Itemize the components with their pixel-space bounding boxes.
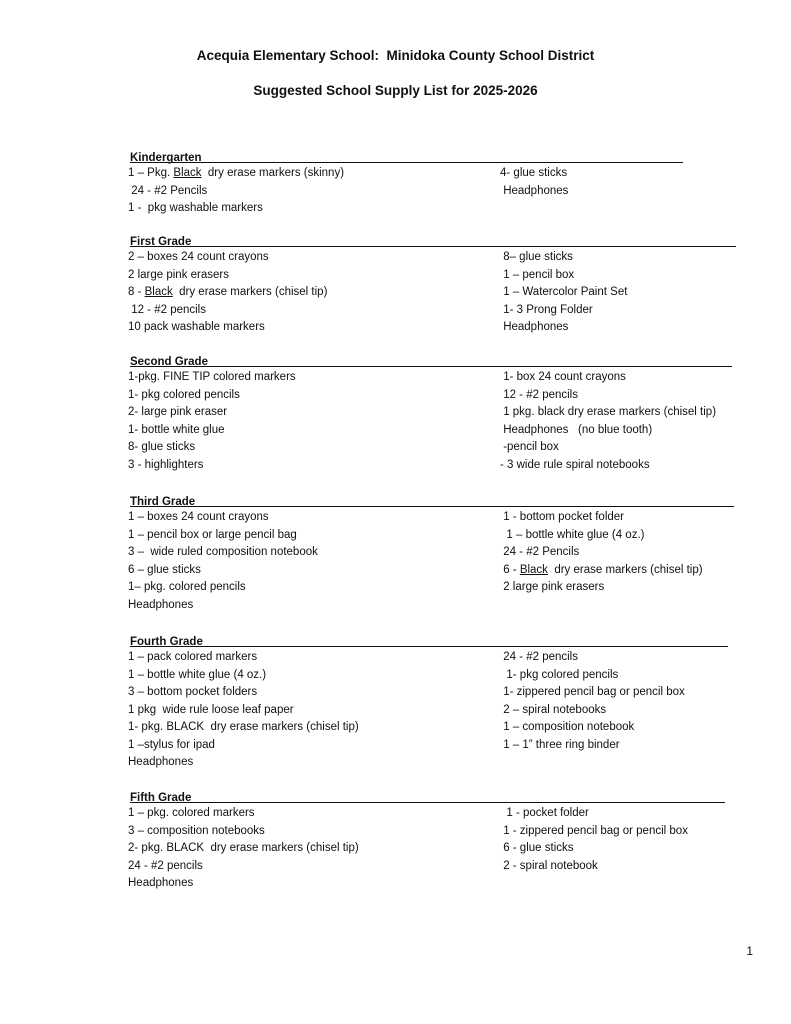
supply-item: 1 - pkg washable markers xyxy=(128,202,263,214)
supply-item: 12 - #2 pencils xyxy=(500,388,578,401)
supply-item: 1- pkg colored pencils xyxy=(128,388,240,401)
supply-item: 24 - #2 Pencils xyxy=(500,546,580,558)
supply-item: Headphones xyxy=(500,184,569,197)
supply-item: 3 – bottom pocket folders xyxy=(128,686,258,698)
supply-item: 1 – bottle white glue (4 oz.) xyxy=(128,668,267,681)
section-heading-label: Second Grade xyxy=(130,356,208,368)
supply-item: 3 - highlighters xyxy=(128,458,204,471)
supply-item: Headphones xyxy=(500,321,569,333)
page-number: 1 xyxy=(746,944,753,958)
supply-item: 2 – boxes 24 count crayons xyxy=(128,251,269,263)
supply-item: 2 – spiral notebooks xyxy=(500,703,607,716)
supply-item: 1- 3 Prong Folder xyxy=(500,303,593,316)
supply-item-suffix: dry erase markers (skinny) xyxy=(201,167,345,179)
supply-item: Headphones (no blue tooth) xyxy=(500,423,653,436)
supply-item: 1– pkg. colored pencils xyxy=(128,581,246,593)
supply-item: 4- glue sticks xyxy=(500,167,568,179)
supply-item xyxy=(128,285,327,299)
supply-item: 24 - #2 Pencils xyxy=(128,184,208,197)
supply-item: 1 –stylus for ipad xyxy=(128,738,215,751)
supply-item: -pencil box xyxy=(500,441,559,453)
section-heading xyxy=(130,352,732,367)
supply-item-suffix: dry erase markers (chisel tip) xyxy=(172,286,328,298)
supply-item: 1 – 1” three ring binder xyxy=(500,738,620,751)
supply-item-emphasis: Black xyxy=(144,286,173,298)
supply-item: - 3 wide rule spiral notebooks xyxy=(500,458,650,471)
section-heading xyxy=(130,492,734,507)
supply-item: 1 pkg. black dry erase markers (chisel tip) xyxy=(500,406,717,418)
section-heading xyxy=(130,632,728,647)
section-heading-label: Kindergarten xyxy=(130,152,202,164)
supply-item: 6 - glue sticks xyxy=(500,842,574,854)
supply-item: 1 - pocket folder xyxy=(500,807,589,819)
supply-item: 2 large pink erasers xyxy=(500,581,605,593)
supply-item: 1 pkg wide rule loose leaf paper xyxy=(128,703,294,716)
section-heading xyxy=(130,232,736,247)
supply-item: 3 – composition notebooks xyxy=(128,824,265,837)
supply-item: 1- pkg colored pencils xyxy=(500,668,619,681)
supply-item: 2 - spiral notebook xyxy=(500,859,598,872)
supply-item: 1- box 24 count crayons xyxy=(500,371,626,383)
supply-item: 1 – pencil box xyxy=(500,268,575,281)
supply-item: 1 – composition notebook xyxy=(500,721,635,733)
supply-item: 1 – bottle white glue (4 oz.) xyxy=(500,528,645,541)
supply-item: 1 – pack colored markers xyxy=(128,651,258,663)
supply-item: 1-pkg. FINE TIP colored markers xyxy=(128,371,296,383)
supply-item: 2- pkg. BLACK dry erase markers (chisel tip) xyxy=(128,842,359,854)
section-heading-label: Third Grade xyxy=(130,496,196,508)
school-title: Acequia Elementary School: Minidoka County School District xyxy=(196,48,595,63)
supply-item-prefix: 8 - xyxy=(128,286,145,298)
supply-item-suffix: dry erase markers (chisel tip) xyxy=(547,563,703,576)
supply-item: 1- pkg. BLACK dry erase markers (chisel tip) xyxy=(128,721,359,733)
supply-item xyxy=(500,563,703,577)
supply-item: 24 - #2 pencils xyxy=(128,859,203,872)
supply-item: 12 - #2 pencils xyxy=(128,303,206,316)
supply-item: Headphones xyxy=(128,877,194,889)
supply-item: 1 – boxes 24 count crayons xyxy=(128,511,269,523)
supply-item: 1- zippered pencil bag or pencil box xyxy=(500,686,685,698)
supply-item-prefix: 1 – Pkg. xyxy=(128,167,174,179)
section-heading-label: Fifth Grade xyxy=(130,792,192,804)
supply-item: Headphones xyxy=(128,756,194,768)
section-heading-label: Fourth Grade xyxy=(130,636,203,648)
supply-item: 1 – Watercolor Paint Set xyxy=(500,286,628,298)
supply-item: 10 pack washable markers xyxy=(128,321,265,333)
supply-item-emphasis: Black xyxy=(519,563,548,576)
supply-item: 1 - bottom pocket folder xyxy=(500,511,625,523)
supply-item: 3 – wide ruled composition notebook xyxy=(128,546,318,558)
section-heading xyxy=(130,148,683,163)
section-heading-label: First Grade xyxy=(130,236,192,248)
supply-item: 8- glue sticks xyxy=(128,441,196,453)
list-title: Suggested School Supply List for 2025-2026 xyxy=(253,83,538,98)
supply-item: 8– glue sticks xyxy=(500,251,573,263)
supply-item: 1 – pencil box or large pencil bag xyxy=(128,528,297,541)
supply-item: 1 – pkg. colored markers xyxy=(128,807,255,819)
supply-item-prefix: 6 - xyxy=(500,563,520,576)
section-heading xyxy=(130,788,725,803)
supply-item xyxy=(128,166,344,180)
supply-item: 24 - #2 pencils xyxy=(500,651,578,663)
supply-item-emphasis: Black xyxy=(173,167,202,179)
supply-item: 1- bottle white glue xyxy=(128,423,225,436)
supply-item: Headphones xyxy=(128,598,194,611)
supply-item: 6 – glue sticks xyxy=(128,563,201,576)
supply-item: 2 large pink erasers xyxy=(128,268,229,281)
supply-item: 2- large pink eraser xyxy=(128,406,228,418)
supply-item: 1 - zippered pencil bag or pencil box xyxy=(500,824,688,837)
